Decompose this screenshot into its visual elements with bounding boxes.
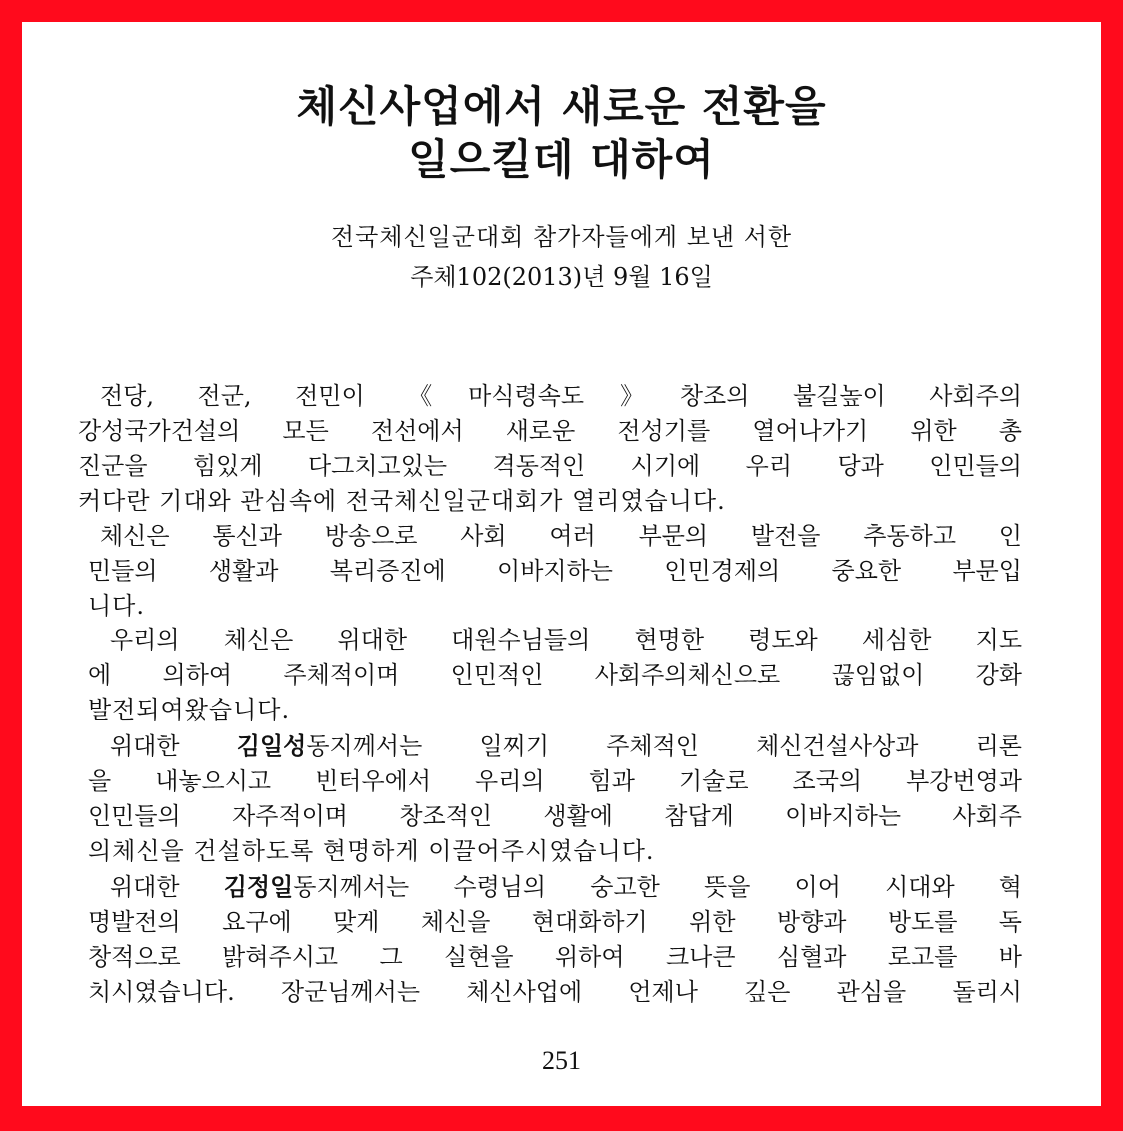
body-line-with-name [88,869,1022,905]
document-date: 주체102(2013)년 9월 16일 [410,263,713,291]
body-line: 의체신을 건설하도록 현명하게 이끌어주시였습니다. [88,837,655,865]
body-line: 인민들의 자주적이며 창조적인 생활에 참답게 이바지하는 사회주 [88,802,1022,830]
body-line: 민들의 생활과 복리증진에 이바지하는 인민경제의 중요한 부문입 [88,557,1022,585]
body-line: 우리의 체신은 위대한 대원수님들의 현명한 령도와 세심한 지도 [110,626,1022,654]
body-line-prefix: 위대한 [110,732,180,760]
leader-name: 김정일 [223,873,294,901]
body-line-rest: 동지께서는 일찌기 주체적인 체신건설사상과 리론 [306,732,1022,760]
body-line-with-name [88,728,1022,764]
document-title-line2: 일으킬데 대하여 [408,135,715,184]
body-line: 명발전의 요구에 맞게 체신을 현대화하기 위한 방향과 방도를 독 [88,908,1022,936]
body-line: 에 의하여 주체적이며 인민적인 사회주의체신으로 끊임없이 강화 [88,661,1022,689]
body-line: 체신은 통신과 방송으로 사회 여러 부문의 발전을 추동하고 인 [100,522,1022,550]
document-subtitle: 전국체신일군대회 참가자들에게 보낸 서한 [330,223,793,251]
leader-name: 김일성 [236,732,307,760]
body-line: 니다. [88,592,145,620]
body-line-prefix: 위대한 [110,873,180,901]
document-page [22,22,1101,1106]
document-title-line1: 체신사업에서 새로운 전환을 [296,82,827,131]
body-line: 치시였습니다. 장군님께서는 체신사업에 언제나 깊은 관심을 돌리시 [88,978,1022,1006]
page-number: 251 [542,1046,581,1075]
body-line: 을 내놓으시고 빈터우에서 우리의 힘과 기술로 조국의 부강번영과 [88,767,1022,795]
body-line: 커다란 기대와 관심속에 전국체신일군대회가 열리였습니다. [78,487,726,515]
body-line-rest: 동지께서는 수령님의 숭고한 뜻을 이어 시대와 혁 [293,873,1022,901]
body-line: 강성국가건설의 모든 전선에서 새로운 전성기를 열어나가기 위한 총 [78,417,1022,445]
body-line: 창적으로 밝혀주시고 그 실현을 위하여 크나큰 심혈과 로고를 바 [88,943,1022,971]
body-line: 발전되여왔습니다. [88,696,291,724]
body-line: 진군을 힘있게 다그치고있는 격동적인 시기에 우리 당과 인민들의 [78,452,1022,480]
body-line: 전당, 전군, 전민이 《마식령속도》창조의 불길높이 사회주의 [100,382,1022,410]
